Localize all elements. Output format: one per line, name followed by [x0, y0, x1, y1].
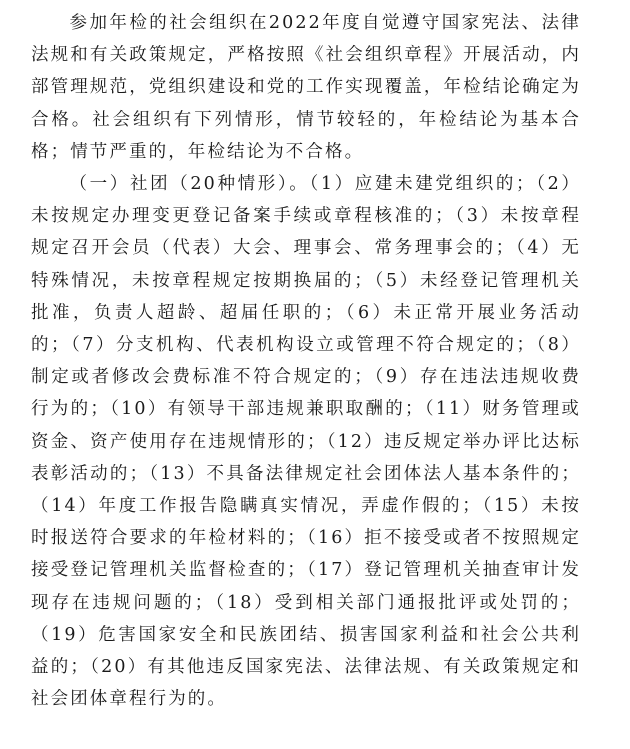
- paragraph-social-groups: （一）社团（20种情形）。（1）应建未建党组织的；（2）未按规定办理变更登记备案手续或章程核准的；（3）未按章程规定召开会员（代表）大会、理事会、常务理事会的；（4）无特殊情况，未按章程规定按期换届的；（5）未经登记管理机关批准，负责人超龄、超届任职的；（6）未正常开展业务活动的；（7）分支机构、代表机构设立或管理不符合规定的；（8）制定或者修改会费标准不符合规定的；（9）存在违法违规收费行为的；（10）有领导干部违规兼职取酬的；（11）财务管理或资金、资产使用存在违规情形的；（12）违反规定举办评比达标表彰活动的；（13）不具备法律规定社会团体法人基本条件的；（14）年度工作报告隐瞒真实情况，弄虚作假的；（15）未按时报送符合要求的年检材料的；（16）拒不接受或者不按照规定接受登记管理机关监督检查的；（17）登记管理机关抽查审计发现存在违规问题的；（18）受到相关部门通报批评或处罚的；（19）危害国家安全和民族团结、损害国家利益和社会公共利益的；（20）有其他违反国家宪法、法律法规、有关政策规定和社会团体章程行为的。: [31, 174, 581, 710]
- paragraph-intro: 参加年检的社会组织在2022年度自觉遵守国家宪法、法律法规和有关政策规定，严格按照《社会组织章程》开展活动，内部管理规范，党组织建设和党的工作实现覆盖，年检结论确定为合格。社会组织有下列情形，情节较轻的，年检结论为基本合格；情节严重的，年检结论为不合格。: [31, 13, 581, 162]
- document-body: [31, 7, 581, 715]
